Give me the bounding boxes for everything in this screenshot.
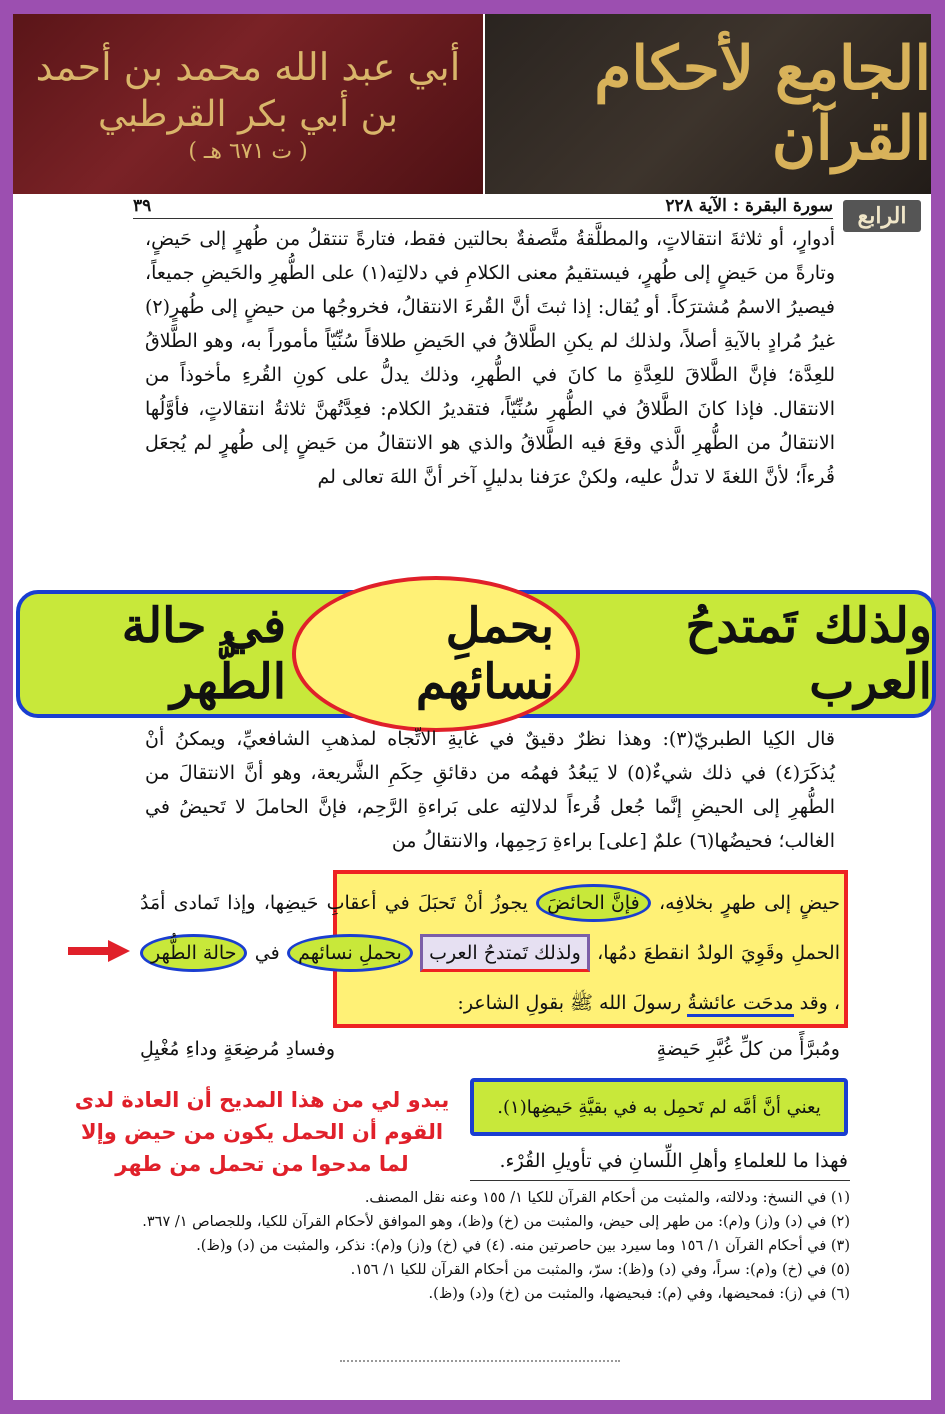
surah-reference: سورة البقرة : الآية ٢٢٨ <box>665 196 833 216</box>
passage-tail-end: رسولَ الله ﷺ بقولِ الشاعر: <box>457 992 682 1014</box>
circled-phrase-3: حالة الطُّهر <box>140 934 247 972</box>
passage-tail-start: ، وقد <box>799 992 840 1014</box>
footnote-divider <box>470 1180 850 1181</box>
boxed-phrase: ولذلك تَمتدحُ العرب <box>420 934 590 972</box>
cover-title-panel <box>485 14 931 194</box>
footnote-1: (١) في النسخ: ودلالته، والمثبت من أحكام القرآن للكيا ١/ ١٥٥ وعنه نقل المصنف. <box>364 1190 850 1206</box>
cover-author-line1: أبي عبد الله محمد بن أحمد <box>35 44 461 89</box>
banner-part2: في حالة الطُّهر <box>121 598 287 710</box>
comment-line-3: لما مدحوا من تحمل من طهر <box>115 1152 409 1176</box>
cover-author-line3: ( ت ٦٧١ هـ ) <box>188 138 308 164</box>
cover-title: الجامع لأحكام القرآن <box>594 34 931 174</box>
comment-line-2: القوم أن الحمل يكون من حيض وإلا <box>80 1120 444 1144</box>
circled-phrase-2: بحملِ نسائهم <box>287 934 413 972</box>
red-comment <box>72 1084 452 1180</box>
footnotes <box>140 1186 850 1306</box>
bottom-dots <box>340 1360 620 1362</box>
cover-author-panel <box>13 14 483 194</box>
red-arrow-icon <box>68 940 130 962</box>
passage-fi: في <box>254 942 280 964</box>
passage-lead: حيضٍ إلى طهرٍ بخلافِه، <box>658 892 840 914</box>
volume-tab: الرابع <box>843 200 921 232</box>
banner-part1: ولذلك تَمتدحُ العرب <box>685 598 932 710</box>
footnote-5: (٦) في (ز): فمحيضها، وفي (م): فبحيضها، والمثبت من (خ) و(د) و(ظ). <box>428 1286 850 1302</box>
poem-hemistich-2: وفسادِ مُرضِعَةٍ وداءِ مُغْيِلِ <box>140 1038 336 1060</box>
paragraph-2: قال الكِيا الطبريّ(٣): وهذا نظرٌ دقيقٌ في غايةِ الاتِّجاه لمذهبِ الشافعيِّ، ويمكنُ أنْ يُذكَرَ(٤) في ذلك شيءٌ(٥) لا يَبعُدُ فهمُه من دقائقِ حِكَمِ الشَّريعة، وهو أنَّ الانتقالَ من الطُّهرِ إلى الحيضِ إنَّما جُعل قُرءاً لدلالتِه على بَراءةِ الرَّحِم، فإنَّ الحاملَ لا تَحيضُ في الغالب؛ فحيضُها(٦) علمٌ [على] براءةِ رَحِمِها، والانتقالُ من <box>145 728 835 852</box>
footnote-2: (٢) في (د) و(ز) و(م): من طهر إلى حيض، والمثبت من (خ) و(ظ)، وهو الموافق لأحكام القرآن للكيا، وللجصاص ١/ ٣٦٧. <box>142 1214 850 1230</box>
banner-oval-highlight: بحملِ نسائهم <box>292 576 580 732</box>
footnote-3: (٣) في أحكام القرآن ١/ ١٥٦ وما سيرد بين حاصرتين منه. (٤) في (خ) و(ز) و(م): نذكر، والمثبت من (د) و(ظ). <box>196 1238 850 1254</box>
cover-author-line2: بن أبي بكر القرطبي <box>97 94 399 136</box>
highlight-banner <box>16 590 936 718</box>
circled-phrase-1: فإنَّ الحائضَ <box>536 884 651 922</box>
explanation-box: يعني أنَّ أمَّه لم تَحمِل به في بقيَّةِ حَيضِها(١). <box>470 1078 848 1136</box>
poem-verse <box>140 1038 840 1060</box>
highlighted-passage <box>140 878 840 1028</box>
comment-line-1: يبدو لي من هذا المديح أن العادة لدى <box>74 1088 450 1112</box>
passage-middle: يجوزُ أنْ تَحبَلَ في أعقابِ حَيضِها، وإذا تَمادى أمَدُ الحملِ وقَوِيَ الولدُ انقطعَ دمُها، <box>140 892 840 964</box>
footnote-4: (٥) في (خ) و(م): سراً، وفي (د) و(ظ): سرّ، والمثبت من أحكام القرآن للكيا ١/ ١٥٦. <box>350 1262 850 1278</box>
paragraph-1: أدوارٍ، أو ثلاثةَ انتقالاتٍ، والمطلَّقةُ متَّصفةٌ بحالتين فقط، فتارةً تنتقلُ من طُهرٍ إلى حَيضٍ، وتارةً من حَيضٍ إلى طُهرٍ، فيستقيمُ معنى الكلامِ في دلالتِه(١) على الطُّهرِ والحَيضِ جميعاً، فيصيرُ الاسمُ مُشترَكاً. أو يُقال: إذا ثبتَ أنَّ القُرءَ الانتقالُ، فخروجُها من حيضٍ إلى طُهرٍ(٢) غيرُ مُرادٍ بالآيةِ أصلاً، ولذلك لم يكنِ الطَّلاقُ في الحَيضِ طلاقاً سُنِّيّاً مأموراً به، وهو الطَّلاقُ للعِدَّة؛ فإنَّ الطَّلاقَ للعِدَّةِ ما كانَ في الطُّهرِ، وذلك يدلُّ على كونِ القُرءِ مأخوذاً من الانتقال. فإذا كانَ الطَّلاقُ في الطُّهرِ سُنِّيّاً، فتقديرُ الكلام: فعِدَّتُهنَّ ثلاثةُ انتقالاتٍ، فأوَّلُها الانتقالُ من الطُّهرِ الَّذي وقعَ فيه الطَّلاقُ والذي هو الانتقالُ من حَيضٍ إلى طُهرٍ لم يُجعَل قُرءاً؛ لأنَّ اللغةَ لا تدلُّ عليه، ولكنْ عرَفنا بدليلٍ آخر أنَّ اللهَ تعالى لم <box>145 228 836 488</box>
poem-hemistich-1: ومُبرَّأً من كلِّ غُبَّرِ حَيضةٍ <box>656 1038 840 1060</box>
summary-line: فهذا ما للعلماءِ وأهلِ اللِّسانِ في تأويلِ القُرْء. <box>499 1150 848 1172</box>
page-running-header <box>133 196 833 219</box>
book-cover-header <box>13 14 931 194</box>
underlined-phrase: مدحَت عائشةُ <box>687 992 793 1017</box>
page-number: ٣٩ <box>133 196 152 216</box>
